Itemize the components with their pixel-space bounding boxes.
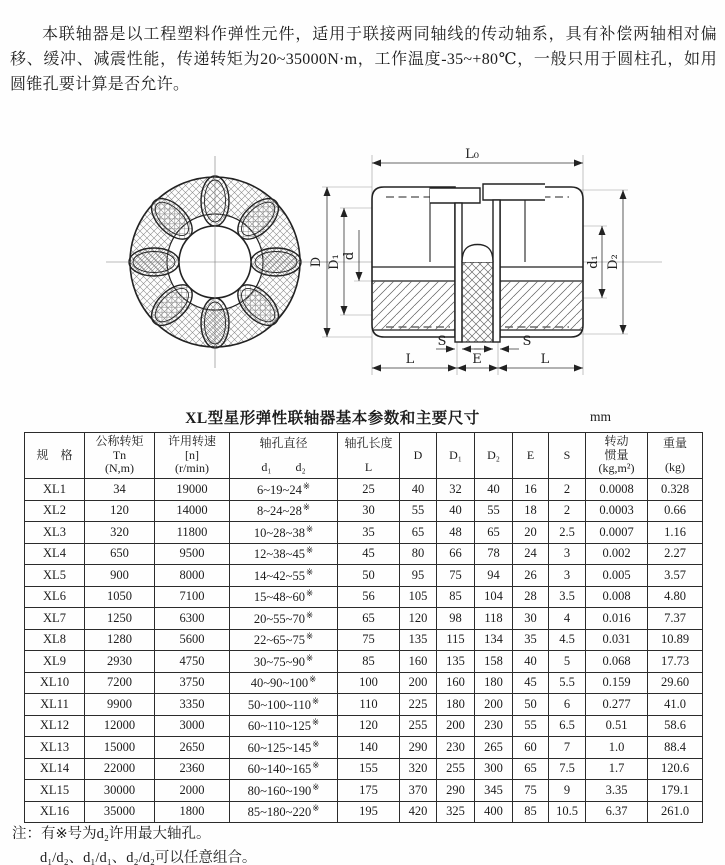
cell-length: 35	[338, 522, 400, 544]
cell-speed: 19000	[155, 479, 230, 501]
max-bore-mark: ※	[309, 674, 317, 685]
table-title: XL型星形弹性联轴器基本参数和主要尺寸	[185, 410, 480, 427]
cell-bore: 30~75~90※	[230, 651, 338, 673]
max-bore-mark: ※	[305, 631, 314, 642]
cell-S: 4	[549, 608, 586, 630]
cell-torque: 2930	[85, 651, 155, 673]
cell-torque: 9900	[85, 694, 155, 716]
cell-length: 110	[338, 694, 400, 716]
cell-D1: 32	[437, 479, 475, 501]
coupling-drawing	[0, 130, 725, 402]
col-header-9: S	[549, 433, 586, 479]
cell-E: 26	[513, 565, 549, 587]
table-row	[25, 629, 703, 651]
cell-inertia: 6.37	[586, 801, 648, 823]
cell-bore: 60~125~145※	[230, 737, 338, 759]
cell-torque: 7200	[85, 672, 155, 694]
max-bore-mark: ※	[312, 803, 320, 814]
col-header-10: 转动 惯量 (kg,m²)	[586, 433, 648, 479]
cell-speed: 9500	[155, 543, 230, 565]
cell-length: 25	[338, 479, 400, 501]
cell-D2: 134	[475, 629, 513, 651]
cell-S: 7.5	[549, 758, 586, 780]
cell-torque: 120	[85, 500, 155, 522]
table-header-row	[25, 433, 703, 479]
col-header-4: 轴孔长度 L	[338, 433, 400, 479]
table-row	[25, 672, 703, 694]
dim-label-d1: d₁	[586, 255, 601, 269]
max-bore-mark: ※	[312, 781, 320, 792]
dim-label-L0: L₀	[465, 147, 479, 162]
cell-E: 60	[513, 737, 549, 759]
cell-speed: 8000	[155, 565, 230, 587]
cell-inertia: 0.016	[586, 608, 648, 630]
cell-speed: 2360	[155, 758, 230, 780]
cell-inertia: 0.068	[586, 651, 648, 673]
cell-S: 3	[549, 543, 586, 565]
cell-D: 200	[400, 672, 437, 694]
cell-D: 135	[400, 629, 437, 651]
cell-E: 85	[513, 801, 549, 823]
cell-length: 75	[338, 629, 400, 651]
col-header-11: 重量 (kg)	[648, 433, 703, 479]
cell-speed: 6300	[155, 608, 230, 630]
cell-E: 28	[513, 586, 549, 608]
cell-weight: 3.57	[648, 565, 703, 587]
cell-D1: 200	[437, 715, 475, 737]
cell-weight: 179.1	[648, 780, 703, 802]
note-label: 注：	[12, 826, 41, 842]
cell-inertia: 0.008	[586, 586, 648, 608]
max-bore-mark: ※	[302, 502, 310, 513]
cell-S: 2	[549, 500, 586, 522]
cell-speed: 3750	[155, 672, 230, 694]
cell-speed: 2000	[155, 780, 230, 802]
intro-paragraph: 本联轴器是以工程塑料作弹性元件，适用于联接两同轴线的传动轴系，具有补偿两轴相对偏移、缓冲、减震性能，传递转矩为20~35000N·m，工作温度-35~+80℃，一般只用于圆柱孔，如用圆锥孔要计算是否允许。	[10, 26, 717, 93]
cell-bore: 40~90~100※	[230, 672, 338, 694]
note-line-1: 注：有※号为d₂许用最大轴孔。	[12, 826, 211, 842]
cell-D: 255	[400, 715, 437, 737]
cell-bore: 50~100~110※	[230, 694, 338, 716]
dim-label-S-right: S	[522, 334, 532, 349]
cell-weight: 120.6	[648, 758, 703, 780]
cell-bore: 14~42~55※	[230, 565, 338, 587]
cell-torque: 34	[85, 479, 155, 501]
cell-bore: 60~110~125※	[230, 715, 338, 737]
cell-D1: 115	[437, 629, 475, 651]
cell-spec: XL9	[25, 651, 85, 673]
cell-inertia: 0.0007	[586, 522, 648, 544]
table-row	[25, 608, 703, 630]
cell-weight: 0.328	[648, 479, 703, 501]
cell-D2: 55	[475, 500, 513, 522]
claw-arm-right	[483, 184, 545, 200]
cell-D1: 325	[437, 801, 475, 823]
cell-D2: 65	[475, 522, 513, 544]
spec-table	[24, 432, 703, 823]
cell-E: 18	[513, 500, 549, 522]
cell-weight: 1.16	[648, 522, 703, 544]
cell-bore: 60~140~165※	[230, 758, 338, 780]
max-bore-mark: ※	[305, 545, 314, 556]
flange-plate-left	[455, 203, 462, 342]
table-body	[25, 479, 703, 823]
cell-speed: 3350	[155, 694, 230, 716]
cell-spec: XL1	[25, 479, 85, 501]
cell-D1: 255	[437, 758, 475, 780]
table-row	[25, 543, 703, 565]
cell-S: 4.5	[549, 629, 586, 651]
cell-torque: 12000	[85, 715, 155, 737]
cell-weight: 10.89	[648, 629, 703, 651]
col-header-6: D₁	[437, 433, 475, 479]
cell-D1: 48	[437, 522, 475, 544]
cell-D: 120	[400, 608, 437, 630]
max-bore-mark: ※	[305, 523, 314, 534]
max-bore-mark: ※	[305, 588, 314, 599]
cell-spec: XL16	[25, 801, 85, 823]
dim-label-L-right: L	[540, 352, 550, 367]
cell-E: 24	[513, 543, 549, 565]
table-row	[25, 758, 703, 780]
note-line-2: d₁/d₂、d₁/d₁、d₂/d₂可以任意组合。	[40, 850, 257, 865]
cell-spec: XL3	[25, 522, 85, 544]
cell-D2: 400	[475, 801, 513, 823]
cell-spec: XL13	[25, 737, 85, 759]
cell-length: 85	[338, 651, 400, 673]
flange-plate-right	[493, 200, 500, 342]
cell-spec: XL5	[25, 565, 85, 587]
cell-speed: 11800	[155, 522, 230, 544]
table-row	[25, 780, 703, 802]
dim-label-d: d	[342, 251, 357, 261]
max-bore-mark: ※	[312, 738, 320, 749]
cell-E: 65	[513, 758, 549, 780]
cell-inertia: 0.005	[586, 565, 648, 587]
cell-S: 7	[549, 737, 586, 759]
table-row	[25, 522, 703, 544]
cell-inertia: 0.002	[586, 543, 648, 565]
table-row	[25, 586, 703, 608]
col-header-3: 轴孔直径 d₁ d₂	[230, 433, 338, 479]
table-row	[25, 651, 703, 673]
dim-label-S-left: S	[437, 334, 447, 349]
cell-D: 80	[400, 543, 437, 565]
cell-E: 50	[513, 694, 549, 716]
cell-spec: XL12	[25, 715, 85, 737]
cell-D1: 40	[437, 500, 475, 522]
cell-E: 16	[513, 479, 549, 501]
cell-length: 56	[338, 586, 400, 608]
cell-inertia: 1.7	[586, 758, 648, 780]
cell-E: 45	[513, 672, 549, 694]
cell-bore: 6~19~24※	[230, 479, 338, 501]
cell-D1: 160	[437, 672, 475, 694]
cell-S: 5.5	[549, 672, 586, 694]
cell-length: 45	[338, 543, 400, 565]
cell-S: 2.5	[549, 522, 586, 544]
cell-D: 105	[400, 586, 437, 608]
col-header-1: 公称转矩 Tn (N,m)	[85, 433, 155, 479]
cell-speed: 3000	[155, 715, 230, 737]
col-header-0: 规 格	[25, 433, 85, 479]
cell-bore: 85~180~220※	[230, 801, 338, 823]
cell-bore: 10~28~38※	[230, 522, 338, 544]
cell-weight: 0.66	[648, 500, 703, 522]
cell-D: 320	[400, 758, 437, 780]
cell-speed: 1800	[155, 801, 230, 823]
cell-D2: 180	[475, 672, 513, 694]
cell-E: 40	[513, 651, 549, 673]
cell-speed: 14000	[155, 500, 230, 522]
elastic-element	[462, 262, 493, 342]
cell-weight: 58.6	[648, 715, 703, 737]
cell-speed: 2650	[155, 737, 230, 759]
cell-S: 3	[549, 565, 586, 587]
table-row	[25, 479, 703, 501]
cell-speed: 5600	[155, 629, 230, 651]
cell-D2: 345	[475, 780, 513, 802]
cell-bore: 15~48~60※	[230, 586, 338, 608]
cell-E: 55	[513, 715, 549, 737]
cell-S: 6	[549, 694, 586, 716]
max-bore-mark: ※	[311, 717, 320, 728]
cell-bore: 12~38~45※	[230, 543, 338, 565]
cell-S: 3.5	[549, 586, 586, 608]
dim-label-D2: D₂	[606, 254, 621, 270]
cell-S: 10.5	[549, 801, 586, 823]
table-row	[25, 500, 703, 522]
cell-torque: 1280	[85, 629, 155, 651]
cell-inertia: 0.0008	[586, 479, 648, 501]
cell-D2: 300	[475, 758, 513, 780]
cell-D: 160	[400, 651, 437, 673]
cell-torque: 35000	[85, 801, 155, 823]
cell-spec: XL6	[25, 586, 85, 608]
cell-length: 195	[338, 801, 400, 823]
cell-D1: 230	[437, 737, 475, 759]
cell-D2: 94	[475, 565, 513, 587]
table-row	[25, 801, 703, 823]
elastic-dome	[462, 245, 493, 263]
cell-D: 290	[400, 737, 437, 759]
max-bore-mark: ※	[312, 760, 320, 771]
cell-inertia: 0.277	[586, 694, 648, 716]
cell-speed: 7100	[155, 586, 230, 608]
cell-inertia: 3.35	[586, 780, 648, 802]
cell-bore: 8~24~28※	[230, 500, 338, 522]
cell-torque: 22000	[85, 758, 155, 780]
cell-D1: 135	[437, 651, 475, 673]
cell-D2: 200	[475, 694, 513, 716]
cell-length: 30	[338, 500, 400, 522]
cell-D2: 104	[475, 586, 513, 608]
cell-speed: 4750	[155, 651, 230, 673]
cell-length: 50	[338, 565, 400, 587]
cell-weight: 261.0	[648, 801, 703, 823]
cell-D: 225	[400, 694, 437, 716]
max-bore-mark: ※	[305, 609, 314, 620]
cell-spec: XL8	[25, 629, 85, 651]
col-header-2: 许用转速 [n] (r/min)	[155, 433, 230, 479]
cell-torque: 900	[85, 565, 155, 587]
cell-inertia: 0.51	[586, 715, 648, 737]
section-view	[309, 147, 662, 375]
cell-torque: 1050	[85, 586, 155, 608]
cell-torque: 15000	[85, 737, 155, 759]
cell-E: 35	[513, 629, 549, 651]
cell-torque: 30000	[85, 780, 155, 802]
cell-weight: 2.27	[648, 543, 703, 565]
cell-D2: 158	[475, 651, 513, 673]
cell-bore: 80~160~190※	[230, 780, 338, 802]
dim-label-D: D	[309, 256, 324, 268]
cell-torque: 1250	[85, 608, 155, 630]
cell-weight: 4.80	[648, 586, 703, 608]
cell-weight: 41.0	[648, 694, 703, 716]
cell-bore: 20~55~70※	[230, 608, 338, 630]
cell-weight: 7.37	[648, 608, 703, 630]
claw-arm-left	[430, 188, 480, 203]
cell-length: 175	[338, 780, 400, 802]
table-row	[25, 715, 703, 737]
cell-inertia: 0.159	[586, 672, 648, 694]
cell-D2: 118	[475, 608, 513, 630]
cell-spec: XL10	[25, 672, 85, 694]
cell-length: 140	[338, 737, 400, 759]
cell-S: 6.5	[549, 715, 586, 737]
cell-inertia: 1.0	[586, 737, 648, 759]
cell-length: 100	[338, 672, 400, 694]
cell-length: 155	[338, 758, 400, 780]
cell-D1: 66	[437, 543, 475, 565]
cell-weight: 88.4	[648, 737, 703, 759]
cell-E: 20	[513, 522, 549, 544]
cell-D1: 180	[437, 694, 475, 716]
cell-torque: 320	[85, 522, 155, 544]
table-row	[25, 565, 703, 587]
cell-D: 370	[400, 780, 437, 802]
cell-D: 95	[400, 565, 437, 587]
cell-S: 9	[549, 780, 586, 802]
cell-D1: 75	[437, 565, 475, 587]
cell-D1: 98	[437, 608, 475, 630]
table-row	[25, 737, 703, 759]
cell-inertia: 0.0003	[586, 500, 648, 522]
cell-torque: 650	[85, 543, 155, 565]
cell-spec: XL14	[25, 758, 85, 780]
cell-weight: 29.60	[648, 672, 703, 694]
max-bore-mark: ※	[302, 480, 310, 491]
cell-inertia: 0.031	[586, 629, 648, 651]
cell-weight: 17.73	[648, 651, 703, 673]
cell-D: 65	[400, 522, 437, 544]
cell-E: 30	[513, 608, 549, 630]
dim-label-L-left: L	[405, 352, 415, 367]
max-bore-mark: ※	[311, 695, 320, 706]
cell-S: 2	[549, 479, 586, 501]
cell-length: 120	[338, 715, 400, 737]
cell-spec: XL2	[25, 500, 85, 522]
cell-spec: XL15	[25, 780, 85, 802]
dim-label-D1: D₁	[327, 254, 342, 270]
cell-E: 75	[513, 780, 549, 802]
cell-D: 55	[400, 500, 437, 522]
max-bore-mark: ※	[305, 652, 314, 663]
col-header-5: D	[400, 433, 437, 479]
front-view	[106, 156, 332, 368]
col-header-8: E	[513, 433, 549, 479]
cell-length: 65	[338, 608, 400, 630]
cell-D2: 230	[475, 715, 513, 737]
cell-spec: XL7	[25, 608, 85, 630]
table-row	[25, 694, 703, 716]
cell-spec: XL11	[25, 694, 85, 716]
cell-S: 5	[549, 651, 586, 673]
max-bore-mark: ※	[305, 566, 314, 577]
unit-label: mm	[590, 409, 612, 424]
cell-D2: 265	[475, 737, 513, 759]
col-header-7: D₂	[475, 433, 513, 479]
cell-spec: XL4	[25, 543, 85, 565]
cell-D: 420	[400, 801, 437, 823]
cell-D2: 40	[475, 479, 513, 501]
cell-bore: 22~65~75※	[230, 629, 338, 651]
cell-D1: 85	[437, 586, 475, 608]
cell-D1: 290	[437, 780, 475, 802]
dim-label-E: E	[472, 352, 482, 367]
notes	[12, 822, 256, 865]
cell-D2: 78	[475, 543, 513, 565]
cell-D: 40	[400, 479, 437, 501]
